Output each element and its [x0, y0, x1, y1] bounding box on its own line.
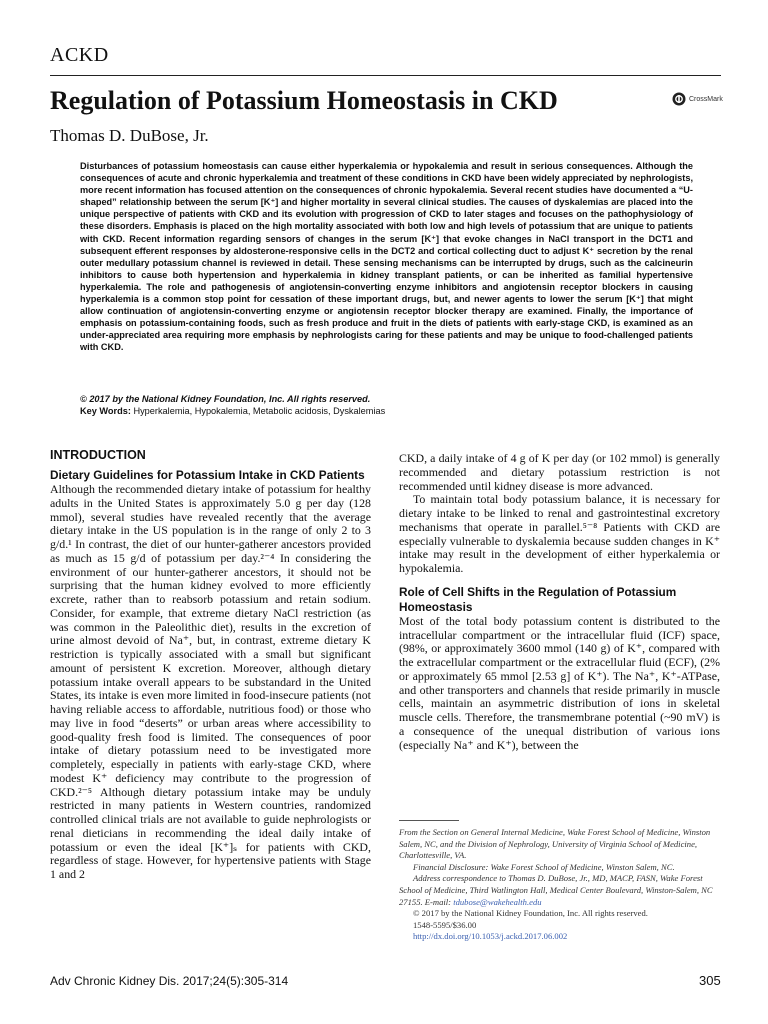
crossmark-icon — [672, 92, 686, 106]
dietary-guidelines-paragraph: Although the recommended dietary intake of potassium for healthy adults in the United States is approximately 5.0 g per day (128 mmol), several studies have revealed recently that the average dietary intake in the US population is in the range of only 2 to 3 g/d.¹ In contrast, the diet of our hunter-gatherer ancestors provided as much as 15 g/d of potassium per day.²⁻⁴ In considering the environment of our hunter-gatherer ancestors, it should not be surprising that the human kidney evolved to more efficiently excrete, rather than to reabsorb potassium and retain sodium. Consider, for example, that extreme dietary NaCl restriction (as was common in the Paleolithic diet), results in the excretion of urine almost devoid of Na⁺, but, in contrast, extreme dietary K restriction is typically associated with a small but significant amount of persistent K excretion. Moreover, although dietary potassium intake overall appears to be substandard in the United States, its intake is even more limited in food-insecure patients (not having reliable access to affordable, nutritious food) or those who may live in food “deserts” or urban areas where accessibility to good-quality fresh food is limited. The consequences of poor intake of dietary potassium need to be investigated more completely, especially in patients with early-stage CKD, where modest K⁺ deficiency may contribute to the progression of CKD.²⁻⁵ Although dietary potassium intake may be unduly restricted in many patients in Western countries, randomized controlled clinical trials are not available to guide nephrologists or renal dieticians in recommending the ideal daily intake of potassium or even the ideal [K⁺]ₛ for patients with CKD, regardless of stage. However, for hypertensive patients with Stage 1 and 2 — [50, 482, 371, 881]
doi-link[interactable]: http://dx.doi.org/10.1053/j.ackd.2017.06.002 — [413, 931, 568, 942]
journal-name: ACKD — [50, 44, 109, 66]
abstract — [80, 160, 693, 354]
footnotes — [399, 827, 722, 943]
cell-shifts-paragraph: Most of the total body potassium content is distributed to the intracellular compartment or the intracellular fluid (ICF) space, (98%, or approximately 3600 mmol (140 g) of K⁺, compared with the extracellular compartment or the extracellular fluid (ECF), (2% or approximately 65 mmol [2.53 g] of K⁺). The Na⁺, K⁺-ATPase, and other transporters and channels that reside primarily in muscle cells, maintain an asymmetric distribution of ions in skeletal muscle cells. Therefore, the transmembrane potential (~90 mV) is a consequence of the unequal distribution of various ions (especially Na⁺ and K⁺), between the — [399, 613, 720, 752]
article-title: Regulation of Potassium Homeostasis in CKD — [50, 86, 558, 115]
right-paragraph-2: To maintain total body potassium balance, it is necessary for dietary intake to be linked to renal and gastrointestinal excretory mechanisms that operate in parallel.⁵⁻⁸ Patients with CKD are especially vulnerable to dyskalemia because sudden changes in K⁺ intake may result in the development of either hyperkalemia or hypokalemia. — [399, 492, 720, 575]
footnote-affiliation: From the Section on General Internal Medicine, Wake Forest School of Medicine, Winston Salem, NC, and the Division of Nephrology, University of Virginia School of Medicine, Charlottesville, VA. — [399, 827, 711, 861]
abstract-copyright: © 2017 by the National Kidney Foundation, Inc. All rights reserved. — [80, 394, 371, 404]
keywords-list: Hyperkalemia, Hypokalemia, Metabolic acidosis, Dyskalemias — [133, 406, 386, 416]
left-column — [50, 448, 371, 882]
footnote-rule — [399, 820, 459, 821]
dietary-guidelines-heading: Dietary Guidelines for Potassium Intake in CKD Patients — [50, 468, 365, 482]
footnote-copyright: © 2017 by the National Kidney Foundation, Inc. All rights reserved. — [413, 908, 648, 919]
email-link[interactable]: tdubose@wakehealth.edu — [453, 896, 542, 907]
crossmark-badge[interactable] — [672, 92, 723, 106]
footnote-address-text: Address correspondence to Thomas D. DuBose, Jr., MD, MACP, FASN, Wake Forest School of Medicine, Third Watlington Hall, Medical Center Boulevard, Winston-Salem, NC 27155. E-mail: — [399, 873, 713, 907]
keywords-label: Key Words: — [80, 406, 131, 416]
footnote-disclosure: Financial Disclosure: Wake Forest School of Medicine, Winston Salem, NC. — [413, 861, 675, 872]
footnote-issn: 1548-5595/$36.00 — [413, 919, 477, 930]
keywords — [80, 406, 385, 416]
header-rule — [50, 75, 721, 76]
crossmark-label: CrossMark — [689, 95, 723, 103]
author-name: Thomas D. DuBose, Jr. — [50, 126, 209, 145]
footnote-address — [399, 873, 722, 908]
right-paragraph-1: CKD, a daily intake of 4 g of K per day (or 102 mmol) is generally recommended and dietary potassium restriction is not recommended until kidney disease is more advanced. — [399, 451, 720, 493]
right-column — [399, 452, 720, 752]
footer-citation: Adv Chronic Kidney Dis. 2017;24(5):305-314 — [50, 974, 289, 988]
page-number: 305 — [699, 973, 721, 988]
abstract-text: Disturbances of potassium homeostasis can cause either hyperkalemia or hypokalemia and result in serious consequences. Although the consequences of acute and chronic hyperkalemia and treatment of these conditions in CKD have been widely appreciated by nephrologists, more recent information has focused attention on the consequences of chronic hypokalemia. Several recent studies have documented a “U-shaped” relationship between the serum [K⁺] and higher mortality in several clinical studies. The causes of dyskalemias are placed into the unique perspective of patients with CKD and its evolution with progression of CKD to later stages and focuses on the pathophysiology of these disorders. Emphasis is placed on the high mortality associated with both low and high levels of potassium that are unique to patients with CKD. Recent information regarding sensors of changes in the serum [K⁺] that evoke changes in NaCl transport in the DCT1 and subsequent efferent responses by aldosterone-responsive cells in the DCT2 and cortical collecting duct to adjust K⁺ secretion by the renal outer medullary potassium channel is reviewed in detail. These sensing mechanisms can be interrupted by drugs, such as the calcineurin inhibitors to cause both hypertension and hyperkalemia in kidney transplant patients, or can be inherited as familial hypertensive hyperkalemia. The role and pathogenesis of angiotensin-converting enzyme inhibitors and angiotensin receptor blockers in causing hyperkalemia is a common stop point for cessation of these important drugs, but, and newer agents to lower the serum [K⁺] that might allow continuation of angiotensin-converting enzyme or angiotensin receptor blocker therapy are examined. Finally, the importance of emphasis on potassium-containing foods, such as fresh produce and fruit in the diets of patients with early-stage CKD, is examined as an under-appreciated area requiring more emphasis by nephrologists caring for these patients and may be unique to food-challenged patients with CKD. — [80, 161, 693, 353]
introduction-heading: INTRODUCTION — [50, 448, 146, 462]
cell-shifts-heading: Role of Cell Shifts in the Regulation of Potassium Homeostasis — [399, 584, 677, 614]
